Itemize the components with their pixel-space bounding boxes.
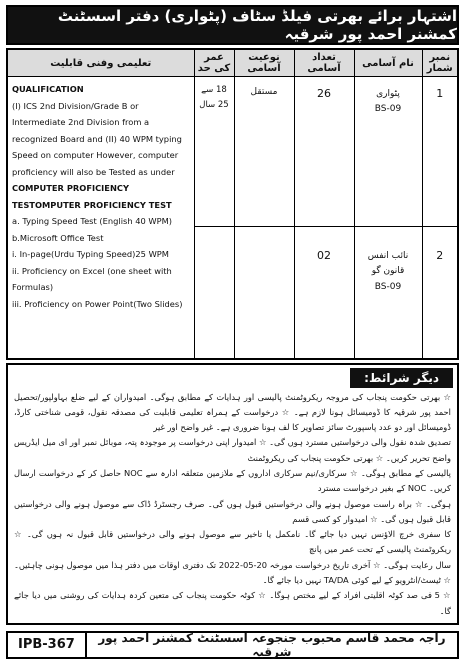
advertisement-title [6, 5, 459, 45]
qualification-line: Intermediate 2nd Division from a [12, 117, 150, 127]
row2-post-name-2: قانون گو [371, 266, 405, 277]
col-post: نام آسامی [354, 49, 422, 77]
qualification-heading: QUALIFICATION [12, 84, 84, 94]
row1-serial: 1 [422, 77, 458, 227]
row1-age [194, 77, 234, 227]
condition-line: سال رعایت ہوگی۔ ☆ آخری تاریخ درخواست مورخہ 20-05-2022 تک دفتری اوقات میں دفتر ہذا میں موصول ہونی چاہئیں۔ ☆ ٹیسٹ/انٹرویو کے لیے کوئی TA/DA نہیں دیا جائے گا۔ [14, 559, 452, 586]
col-type: نوعیت آسامی [234, 49, 294, 77]
title-text: اشتہار برائے بھرتی فیلڈ سٹاف (پٹواری) دفتر اسسٹنٹ کمشنر احمد پور شرقیہ [57, 7, 457, 43]
qualification-cell [7, 77, 194, 359]
conditions-list [8, 390, 457, 619]
col-age: عمر کی حد [194, 49, 234, 77]
test-item: b.Microsoft Office Test [12, 232, 104, 243]
table-header-row [7, 49, 458, 77]
qualification-line: Speed on computer However, computer [12, 150, 179, 160]
condition-line: تصدیق شدہ نقول والی درخواستیں مسترد ہوں گی۔ ☆ امیدوار اپنی درخواست پر موجودہ پتہ، موبائل نمبر اور ای میل ایڈریس واضح تحریر کریں۔ ☆ بھرتی حکومت پنجاب کی ریکروٹمنٹ [14, 437, 451, 463]
qualification-line: recognized Board and (II) 40 WPM typing [12, 133, 182, 144]
ipb-code: IPB-367 [8, 633, 87, 657]
row2-count: 02 [294, 227, 354, 359]
row2-post-scale: BS-09 [374, 281, 402, 292]
conditions-title: دیگر شرائط: [350, 368, 453, 388]
condition-line: ☆ بھرتی حکومت پنجاب کی مروجہ ریکروٹمنٹ پالیسی اور ہدایات کے مطابق ہوگی۔ امیدواران کے لیے ضلع بہاولپور/تحصیل احمد پور شرقیہ کا ڈومیسائل ہونا لازم ہے۔ ☆ درخواست کے ہمراہ تعلیمی قابلیت کی مصدقہ نقول، قومی شناختی کارڈ، ڈومیسائل اور دو عدد پاسپورٹ سائز تصاویر کا لف ہونا ضروری ہے۔ غیر واضح اور غیر [14, 391, 451, 433]
table-row [7, 77, 458, 227]
footer [6, 631, 459, 659]
row1-type-text: مستقل [250, 87, 278, 97]
computer-proficiency-heading: COMPUTER PROFICIENCY [12, 183, 129, 193]
row2-age [194, 227, 234, 359]
test-item: i. In-page(Urdu Typing Speed)25 WPM [12, 249, 169, 259]
condition-line: ہوگی۔ ☆ براہ راست موصول ہونے والی درخواستیں قبول ہوں گی۔ صرف رجسٹرڈ ڈاک سے موصول ہونے والی درخواستیں قابل قبول ہوں گی۔ ☆ امیدوار کو کسی قسم [14, 498, 451, 524]
qualification-line: proficiency will also be Tested as under [12, 166, 175, 177]
other-conditions [6, 363, 459, 625]
proficiency-test-heading: TESTOMPUTER PROFICIENCY TEST [12, 199, 172, 210]
row1-post-scale: BS-09 [374, 104, 402, 115]
row2-type [234, 227, 294, 359]
test-item: a. Typing Speed Test (English 40 WPM) [12, 216, 173, 226]
qualification-line: (I) ICS 2nd Division/Grade B or [12, 100, 139, 111]
condition-line: پالیسی کے مطابق ہوگی۔ ☆ سرکاری/نیم سرکاری اداروں کے ملازمین متعلقہ ادارہ سے NOC حاصل کر کے درخواست ارسال کریں۔ NOC کے بغیر درخواست مسترد [14, 467, 451, 494]
row1-type [234, 77, 294, 227]
test-item: Formulas) [12, 282, 54, 292]
row2-post [354, 227, 422, 359]
test-item: ii. Proficiency on Excel (one sheet with [12, 265, 172, 276]
vacancy-table [6, 48, 459, 360]
condition-line: ☆ 5 فی صد کوٹہ اقلیتی افراد کے لیے مختص ہوگا۔ ☆ کوٹہ حکومت پنجاب کی متعین کردہ ہدایات کی روشنی میں دیا جائے گا۔ [14, 590, 451, 616]
test-item: iii. Proficiency on Power Point(Two Slides) [12, 298, 183, 309]
row1-count: 26 [294, 77, 354, 227]
condition-line: کا سفری خرچ الاؤنس نہیں دیا جائے گا۔ نامکمل یا تاخیر سے موصول ہونے والی درخواستیں قابل قبول نہ ہوں گی۔ ☆ ریکروٹمنٹ پالیسی کے تحت عمر میں پانچ [14, 529, 451, 555]
signature-line: راجہ محمد قاسم محبوب جنجوعہ اسسٹنٹ کمشنر احمد پور شرقیہ [98, 630, 446, 659]
row1-age-min: 18 سے [201, 85, 227, 95]
row2-serial: 2 [422, 227, 458, 359]
row1-post [354, 77, 422, 227]
row2-post-name-1: نائب انفس [367, 251, 409, 261]
row1-age-max: 25 سال [199, 100, 229, 111]
col-count: تعداد آسامی [294, 49, 354, 77]
col-qualification: تعلیمی وفنی قابلیت [7, 49, 194, 77]
row1-post-name: پٹواری [376, 89, 400, 99]
col-serial: نمبر شمار [422, 49, 458, 77]
